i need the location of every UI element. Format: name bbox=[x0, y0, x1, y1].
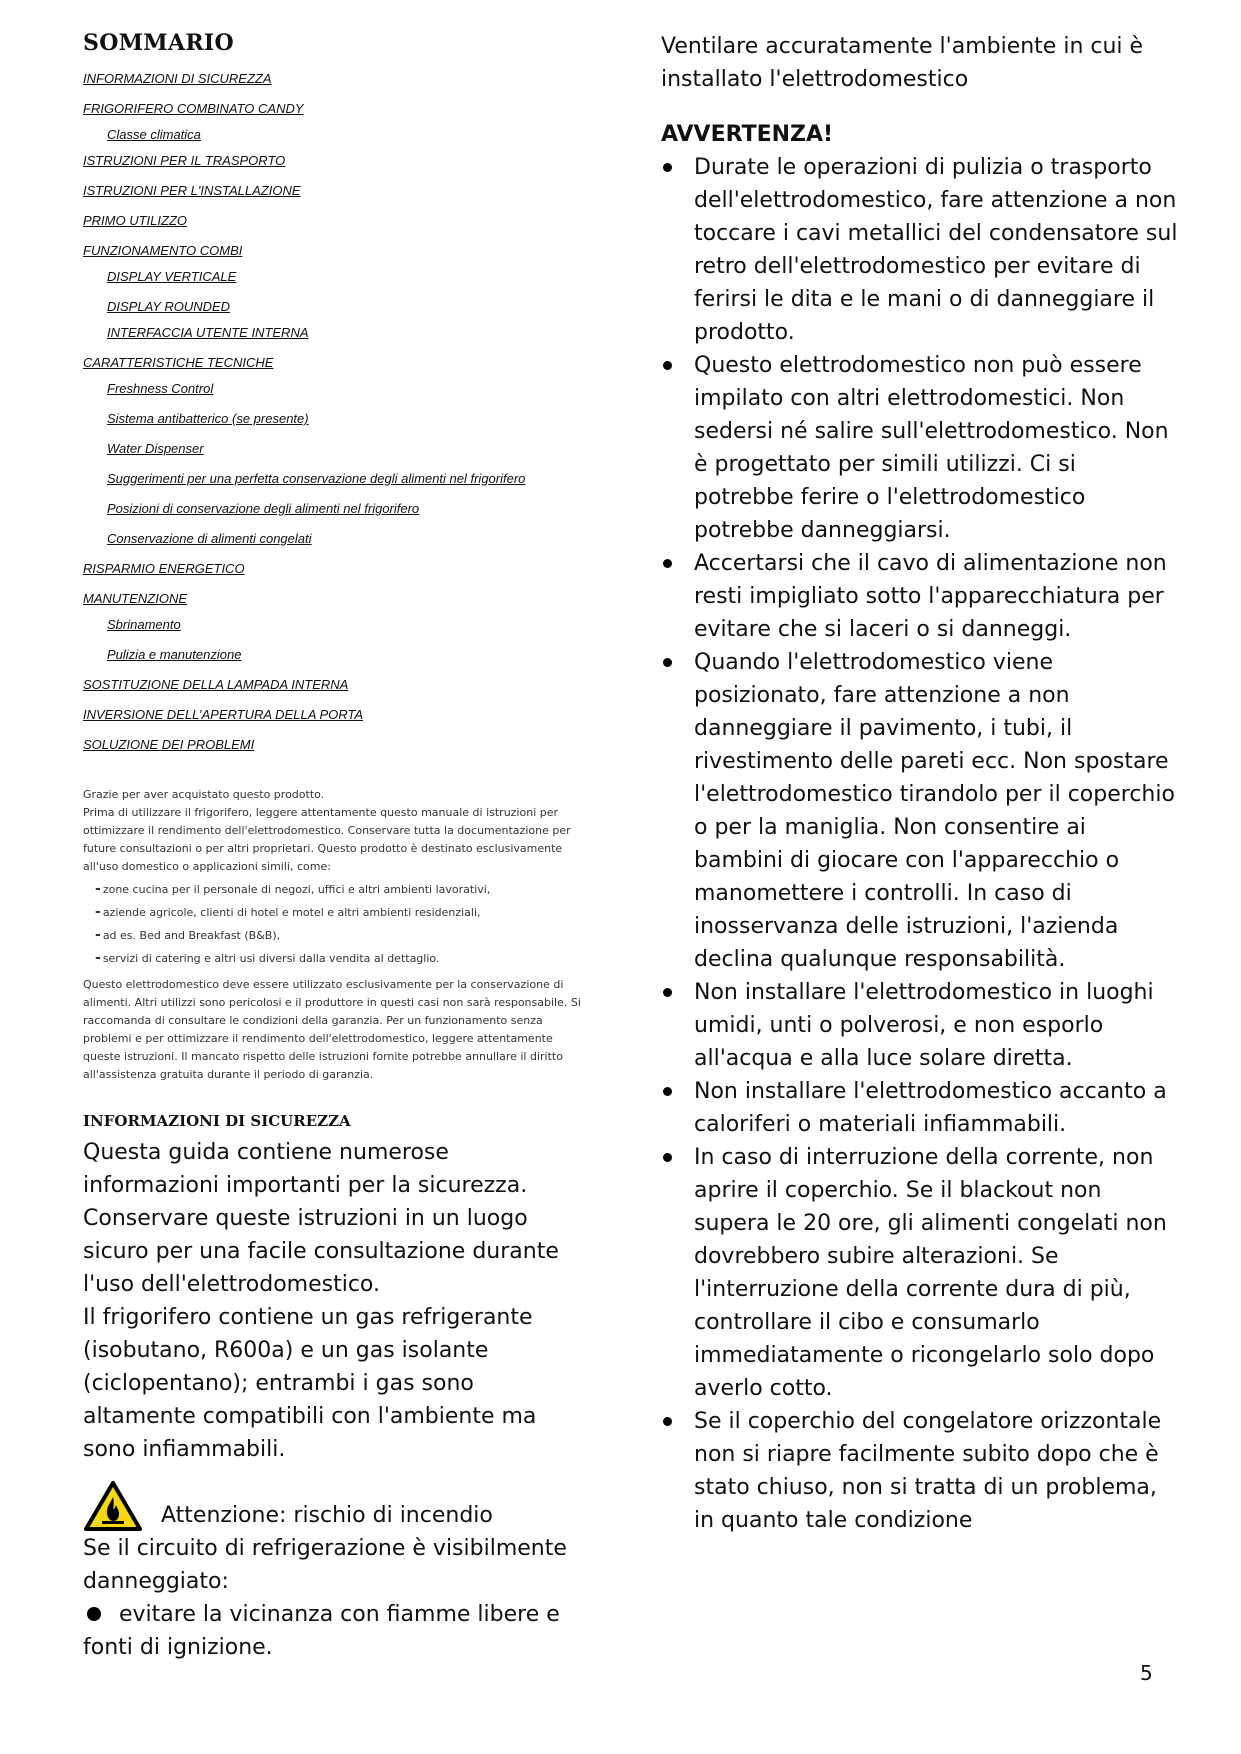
list-item: - aziende agricole, clienti di hotel e motel e altri ambienti residenziali, bbox=[95, 904, 481, 920]
page-number: 5 bbox=[1140, 1661, 1153, 1685]
toc-link[interactable]: Sistema antibatterico (se presente) bbox=[107, 411, 309, 426]
intended-uses-list bbox=[83, 880, 583, 972]
warning-list bbox=[661, 151, 1181, 1537]
safety-paragraph: Il frigorifero contiene un gas refrigerante (isobutano, R600a) e un gas isolante (ciclopentano); entrambi i gas sono altamente compatibili con l'ambiente ma sono infiammabili. bbox=[83, 1305, 537, 1462]
list-item: Durate le operazioni di pulizia o trasporto dell'elettrodomestico, fare attenzione a non toccare i cavi metallici del condensatore sul retro dell'elettrodomestico per evitare di ferirsi le dita e le mani o di danneggiare il prodotto. bbox=[661, 151, 1181, 349]
section-title: INFORMAZIONI DI SICUREZZA bbox=[83, 1112, 351, 1130]
toc-link[interactable]: SOLUZIONE DEI PROBLEMI bbox=[83, 737, 255, 752]
ventilation-text: Ventilare accuratamente l'ambiente in cui è installato l'elettrodomestico bbox=[661, 34, 1144, 92]
toc-link[interactable]: Classe climatica bbox=[107, 127, 201, 142]
toc-link[interactable]: Water Dispenser bbox=[107, 441, 204, 456]
toc-link[interactable]: Conservazione di alimenti congelati bbox=[107, 531, 312, 546]
toc-link[interactable]: FRIGORIFERO COMBINATO CANDY bbox=[83, 101, 304, 116]
list-item: - zone cucina per il personale di negozi, uffici e altri ambienti lavorativi, bbox=[95, 881, 491, 897]
toc-link[interactable]: INFORMAZIONI DI SICUREZZA bbox=[83, 71, 272, 86]
warning-heading: AVVERTENZA! bbox=[661, 122, 834, 147]
list-item: Quando l'elettrodomestico viene posizionato, fare attenzione a non danneggiare il pavimento, i tubi, il rivestimento delle pareti ecc. Non spostare l'elettrodomestico tirandolo per il coperchio o per la maniglia. Non consentire ai bambini di giocare con l'apparecchio o manomettere i controlli. In caso di inosservanza delle istruzioni, l'azienda declina qualunque responsabilità. bbox=[661, 646, 1181, 976]
intro-paragraph: Prima di utilizzare il frigorifero, leggere attentamente questo manuale di istruzioni per ottimizzare il rendimento dell'elettrodomestico. Conservare tutta la documentazione per future consultazioni o per altri proprietari. Questo prodotto è destinato esclusivamente all'uso domestico o applicazioni simili, come: bbox=[83, 806, 571, 873]
toc-link[interactable]: DISPLAY VERTICALE bbox=[107, 269, 237, 284]
list-item: Accertarsi che il cavo di alimentazione non resti impigliato sotto l'apparecchiatura per evitare che si laceri o si danneggi. bbox=[661, 547, 1181, 646]
toc-link[interactable]: INVERSIONE DELL’APERTURA DELLA PORTA bbox=[83, 707, 364, 722]
list-item: - ad es. Bed and Breakfast (B&B), bbox=[95, 927, 281, 943]
dash-bullet-icon: - bbox=[95, 904, 101, 920]
toc-link[interactable]: ISTRUZIONI PER IL TRASPORTO bbox=[83, 153, 286, 168]
toc-link[interactable]: Suggerimenti per una perfetta conservazione degli alimenti nel frigorifero bbox=[107, 471, 526, 486]
dash-bullet-icon: - bbox=[95, 881, 101, 897]
toc-link[interactable]: CARATTERISTICHE TECNICHE bbox=[83, 355, 274, 370]
toc-link[interactable]: INTERFACCIA UTENTE INTERNA bbox=[107, 325, 309, 340]
table-of-contents bbox=[83, 68, 583, 764]
toc-link[interactable]: Posizioni di conservazione degli alimenti nel frigorifero bbox=[107, 501, 420, 516]
toc-link[interactable]: Sbrinamento bbox=[107, 617, 181, 632]
intro-thanks: Grazie per aver acquistato questo prodotto. bbox=[83, 788, 325, 801]
flammable-warning-icon bbox=[83, 1480, 143, 1532]
toc-link[interactable]: FUNZIONAMENTO COMBI bbox=[83, 243, 243, 258]
list-item: - servizi di catering e altri usi diversi dalla vendita al dettaglio. bbox=[95, 950, 440, 966]
fire-warning bbox=[83, 1480, 583, 1532]
dash-bullet-icon: - bbox=[95, 927, 101, 943]
right-column bbox=[661, 30, 1181, 1537]
left-column bbox=[83, 30, 583, 1664]
toc-link[interactable]: PRIMO UTILIZZO bbox=[83, 213, 187, 228]
toc-title: SOMMARIO bbox=[83, 30, 234, 56]
intro-paragraph: Questo elettrodomestico deve essere utilizzato esclusivamente per la conservazione di alimenti. Altri utilizzi sono pericolosi e il produttore in questi casi non sarà responsabile. Si raccomanda di consultare le condizioni della garanzia. Per un funzionamento senza problemi e per ottimizzare il rendimento dell'elettrodomestico, leggere attentamente queste istruzioni. Il mancato rispetto delle istruzioni fornite potrebbe annullare il diritto all'assistenza gratuita durante il periodo di garanzia. bbox=[83, 978, 581, 1081]
toc-link[interactable]: Pulizia e manutenzione bbox=[107, 647, 242, 662]
intro-text bbox=[83, 786, 583, 1084]
fire-warning-text: Attenzione: rischio di incendio bbox=[161, 1503, 493, 1528]
toc-link[interactable]: Freshness Control bbox=[107, 381, 214, 396]
list-item: Non installare l'elettrodomestico accanto a caloriferi o materiali infiammabili. bbox=[661, 1075, 1181, 1141]
dash-bullet-icon: - bbox=[95, 950, 101, 966]
list-item: evitare la vicinanza con fiamme libere e fonti di ignizione. bbox=[83, 1602, 560, 1660]
bullet-icon bbox=[87, 1607, 101, 1621]
toc-link[interactable]: MANUTENZIONE bbox=[83, 591, 187, 606]
safety-paragraph: Questa guida contiene numerose informazioni importanti per la sicurezza. Conservare queste istruzioni in un luogo sicuro per una facile consultazione durante l'uso dell'elettrodomestico. bbox=[83, 1140, 559, 1297]
list-item: In caso di interruzione della corrente, non aprire il coperchio. Se il blackout non supera le 20 ore, gli alimenti congelati non dovrebbero subire alterazioni. Se l'interruzione della corrente dura di più, controllare il cibo e consumarlo immediatamente o ricongelarlo solo dopo averlo cotto. bbox=[661, 1141, 1181, 1405]
list-item: Se il coperchio del congelatore orizzontale non si riapre facilmente subito dopo che è stato chiuso, non si tratta di un problema, in quanto tale condizione bbox=[661, 1405, 1181, 1537]
safety-paragraph: Se il circuito di refrigerazione è visibilmente danneggiato: bbox=[83, 1536, 567, 1594]
toc-link[interactable]: ISTRUZIONI PER L'INSTALLAZIONE bbox=[83, 183, 301, 198]
toc-link[interactable]: RISPARMIO ENERGETICO bbox=[83, 561, 245, 576]
toc-link[interactable]: SOSTITUZIONE DELLA LAMPADA INTERNA bbox=[83, 677, 349, 692]
list-item: Questo elettrodomestico non può essere impilato con altri elettrodomestici. Non sedersi né salire sull'elettrodomestico. Non è progettato per simili utilizzi. Ci si potrebbe ferire o l'elettrodomestico potrebbe danneggiarsi. bbox=[661, 349, 1181, 547]
toc-link[interactable]: DISPLAY ROUNDED bbox=[107, 299, 231, 314]
list-item: Non installare l'elettrodomestico in luoghi umidi, unti o polverosi, e non esporlo all'acqua e alla luce solare diretta. bbox=[661, 976, 1181, 1075]
